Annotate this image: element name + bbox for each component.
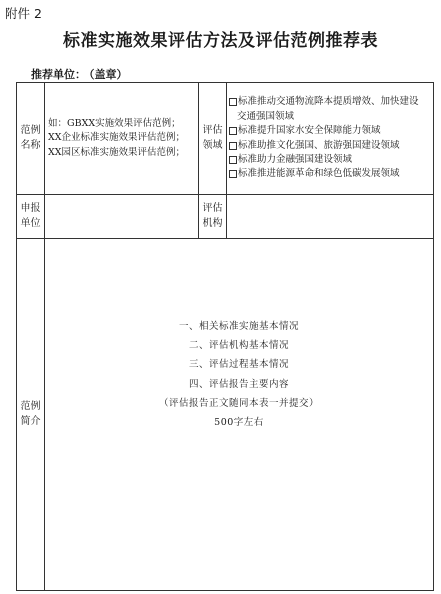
example-name-line: XX企业标准实施效果评估范例；	[48, 132, 186, 144]
domain-option-label: 标准助力金融强国建设领域	[238, 153, 353, 165]
intro-line: （评估报告正文随同本表一并提交）	[158, 397, 319, 409]
example-name-line: XX园区标准实施效果评估范例；	[48, 146, 186, 158]
eval-domain-label: 评估 领域	[199, 83, 227, 195]
eval-org-field[interactable]	[227, 195, 434, 239]
eval-domain-options	[227, 83, 434, 195]
applicant-field[interactable]	[45, 195, 199, 239]
intro-line: 三、评估过程基本情况	[188, 359, 289, 371]
applicant-label: 申报 单位	[17, 195, 45, 239]
domain-option-continuation: 交通强国领域	[237, 110, 295, 122]
domain-option-label: 标准推动交通物流降本提质增效、加快建设	[238, 96, 419, 108]
checkbox-icon[interactable]	[229, 170, 237, 178]
intro-line: 500字左右	[214, 416, 264, 428]
intro-line: 四、评估报告主要内容	[188, 378, 289, 390]
recommender-line	[31, 66, 131, 82]
example-name-field[interactable]	[45, 83, 199, 195]
domain-option-finance[interactable]	[229, 153, 433, 167]
eval-org-label: 评估 机构	[199, 195, 227, 239]
document-title: 标准实施效果评估方法及评估范例推荐表	[63, 31, 378, 51]
checkbox-icon[interactable]	[229, 98, 237, 106]
intro-line: 二、评估机构基本情况	[188, 340, 289, 352]
checkbox-icon[interactable]	[229, 156, 237, 164]
domain-option-energy[interactable]	[229, 167, 433, 181]
intro-line: 一、相关标准实施基本情况	[178, 321, 299, 332]
domain-option-water[interactable]	[229, 124, 433, 138]
example-name-label: 范例 名称	[17, 83, 45, 195]
intro-field[interactable]	[45, 239, 434, 591]
domain-option-label: 标准推进能源革命和绿色低碳发展领域	[238, 168, 400, 180]
checkbox-icon[interactable]	[229, 142, 237, 150]
domain-option-transport[interactable]	[229, 95, 433, 109]
recommender-label: 推荐单位：	[31, 68, 86, 81]
intro-label: 范例 简介	[17, 239, 45, 591]
domain-option-label: 标准提升国家水安全保障能力领域	[238, 125, 381, 137]
intro-guidance	[45, 317, 433, 432]
example-name-line: 如：GBXX实施效果评估范例；	[48, 118, 181, 130]
domain-option-label: 标准助推文化强国、旅游强国建设领域	[238, 139, 400, 151]
attachment-label: 附件 2	[5, 6, 42, 21]
checkbox-icon[interactable]	[229, 127, 237, 135]
recommendation-form-table	[16, 82, 434, 591]
domain-option-culture-tourism[interactable]	[229, 139, 433, 153]
seal-note: （盖章）	[89, 68, 128, 81]
